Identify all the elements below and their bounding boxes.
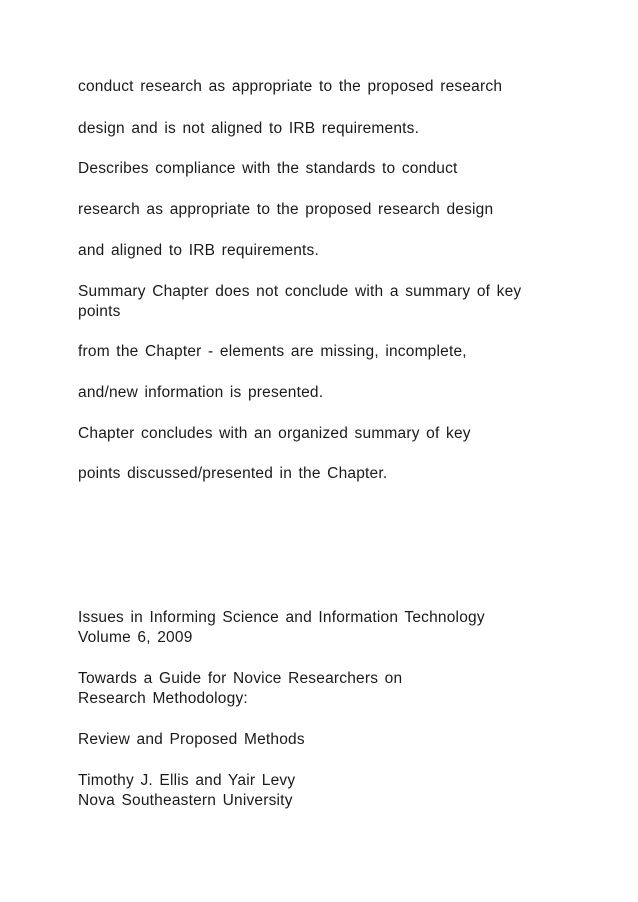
text-line: from the Chapter - elements are missing, incomplete, xyxy=(78,343,467,360)
journal-title: Issues in Informing Science and Information Technology xyxy=(78,609,485,626)
text-line: Summary Chapter does not conclude with a summary of key xyxy=(78,283,522,300)
text-line: points xyxy=(78,303,121,320)
text-line: design and is not aligned to IRB requirements. xyxy=(78,120,420,137)
text-line: Describes compliance with the standards to conduct xyxy=(78,160,458,177)
text-line: conduct research as appropriate to the proposed research xyxy=(78,78,503,95)
text-line: points discussed/presented in the Chapter. xyxy=(78,465,388,482)
article-subtitle: Review and Proposed Methods xyxy=(78,731,305,748)
text-line: and/new information is presented. xyxy=(78,384,324,401)
author-affiliation: Nova Southeastern University xyxy=(78,792,293,809)
article-title-line-1: Towards a Guide for Novice Researchers on xyxy=(78,670,403,687)
article-authors: Timothy J. Ellis and Yair Levy xyxy=(78,772,296,789)
journal-volume: Volume 6, 2009 xyxy=(78,629,193,646)
text-line: and aligned to IRB requirements. xyxy=(78,242,320,259)
article-title-line-2: Research Methodology: xyxy=(78,690,248,707)
text-line: Chapter concludes with an organized summary of key xyxy=(78,425,471,442)
text-line: research as appropriate to the proposed research design xyxy=(78,201,494,218)
